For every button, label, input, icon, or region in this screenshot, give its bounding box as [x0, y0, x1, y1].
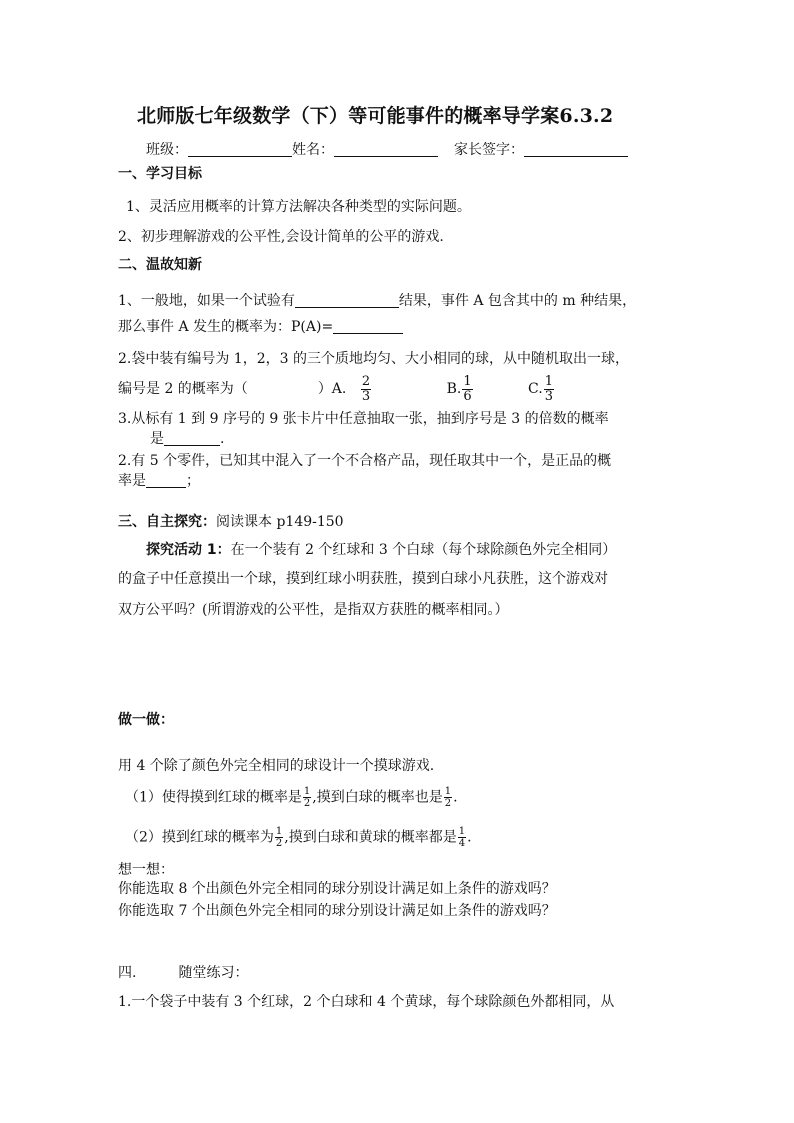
page-title: 北师版七年级数学（下）等可能事件的概率导学案6.3.2	[137, 105, 614, 127]
q1-text-a: 1、一般地，如果一个试验有	[118, 293, 295, 309]
think-heading: 想一想：	[118, 862, 174, 878]
section3-heading	[118, 513, 344, 531]
class-label: 班级：	[146, 142, 188, 158]
try-1-period: .	[453, 789, 458, 806]
q2-line1: 2.袋中装有编号为 1，2，3 的三个质地均匀、大小相同的球，从中随机取出一球，	[118, 351, 629, 367]
q3-line1: 3.从标有 1 到 9 序号的 9 张卡片中任意抽取一张，抽到序号是 3 的倍数的概率	[118, 411, 609, 427]
try-item-2	[125, 826, 472, 849]
section4-heading	[118, 964, 248, 982]
half-fraction: $\frac{1}{2}$	[303, 786, 311, 809]
section4-title: 随堂练习：	[178, 965, 249, 981]
q1-line1	[118, 292, 636, 310]
quarter-fraction: $\frac{1}{4}$	[458, 826, 466, 849]
think-line-1: 你能选取 8 个出颜色外完全相同的球分别设计满足如上条件的游戏吗？	[118, 881, 556, 897]
activity1-line1	[146, 541, 616, 559]
q2-line2	[118, 374, 555, 404]
think-line-2: 你能选取 7 个出颜色外完全相同的球分别设计满足如上条件的游戏吗？	[118, 903, 556, 919]
parent-label: 家长签字：	[454, 142, 524, 158]
section4-number: 四.	[118, 965, 137, 981]
q4-line2	[118, 472, 200, 490]
practice-q1: 1.一个袋子中装有 3 个红球，2 个白球和 4 个黄球，每个球除颜色外都相同，从	[118, 994, 615, 1010]
q2-option-c-label: C.	[528, 381, 543, 397]
name-label: 姓名：	[292, 142, 334, 158]
q1-text-c: 那么事件 A 发生的概率为：P(A)=	[118, 319, 334, 335]
try-heading: 做一做：	[118, 712, 174, 728]
try-2-text-a: （2）摸到红球的概率为	[125, 829, 274, 846]
class-blank[interactable]	[188, 142, 292, 157]
q1-line2	[118, 318, 403, 336]
try-2-period: .	[467, 829, 472, 846]
half-fraction-3: $\frac{1}{2}$	[275, 826, 283, 849]
q3-period: .	[220, 431, 225, 447]
parent-blank[interactable]	[524, 142, 628, 157]
section2-heading: 二、温故知新	[118, 257, 202, 273]
info-line	[146, 141, 628, 159]
try-2-text-b: ,摸到白球和黄球的概率都是	[284, 829, 457, 846]
try-1-text-a: （1）使得摸到红球的概率是	[125, 789, 302, 806]
q2-text-b: 编号是 2 的概率为（	[118, 381, 248, 397]
goal-item-2: 2、初步理解游戏的公平性,会设计简单的公平的游戏.	[118, 229, 444, 245]
q1-blank-1[interactable]	[295, 293, 399, 308]
try-1-text-b: ,摸到白球的概率也是	[312, 789, 443, 806]
activity1-line2: 的盒子中任意摸出一个球，摸到红球小明获胜，摸到白球小凡获胜，这个游戏对	[118, 571, 608, 587]
activity1-label: 探究活动 1：	[146, 542, 231, 558]
q4-semicolon: ；	[186, 473, 200, 489]
option-b-fraction: $\frac{1}{6}$	[463, 373, 472, 404]
q4-blank[interactable]	[146, 473, 186, 488]
option-c-fraction: $\frac{1}{3}$	[544, 373, 553, 404]
activity1-line3: 双方公平吗？(所谓游戏的公平性，是指双方获胜的概率相同。）	[118, 602, 509, 618]
q3-blank[interactable]	[164, 431, 220, 446]
name-blank[interactable]	[334, 142, 438, 157]
q4-line1: 2.有 5 个零件，已知其中混入了一个不合格产品，现任取其中一个，是正品的概	[118, 453, 612, 469]
q3-text-b: 是	[150, 431, 164, 447]
section3-title: 三、自主探究：	[118, 514, 216, 530]
try-intro: 用 4 个除了颜色外完全相同的球设计一个摸球游戏.	[118, 758, 435, 774]
q3-line2	[150, 430, 224, 448]
try-item-1	[125, 786, 458, 809]
q1-text-b: 结果，事件 A 包含其中的 m 种结果，	[398, 293, 637, 309]
q2-option-a-label: ）A.	[317, 381, 347, 397]
q4-text-b: 率是	[118, 473, 146, 489]
half-fraction-2: $\frac{1}{2}$	[444, 786, 452, 809]
section1-heading: 一、学习目标	[118, 166, 202, 182]
section3-note: 阅读课本 p149-150	[216, 514, 344, 530]
activity1-text-1: 在一个装有 2 个红球和 3 个白球（每个球除颜色外完全相同）	[230, 542, 617, 558]
goal-item-1: 1、灵活应用概率的计算方法解决各种类型的实际问题。	[126, 199, 471, 215]
q2-option-b-label: B.	[446, 381, 462, 397]
q1-blank-2[interactable]	[333, 319, 403, 334]
option-a-fraction: $\frac{2}{3}$	[361, 373, 371, 404]
